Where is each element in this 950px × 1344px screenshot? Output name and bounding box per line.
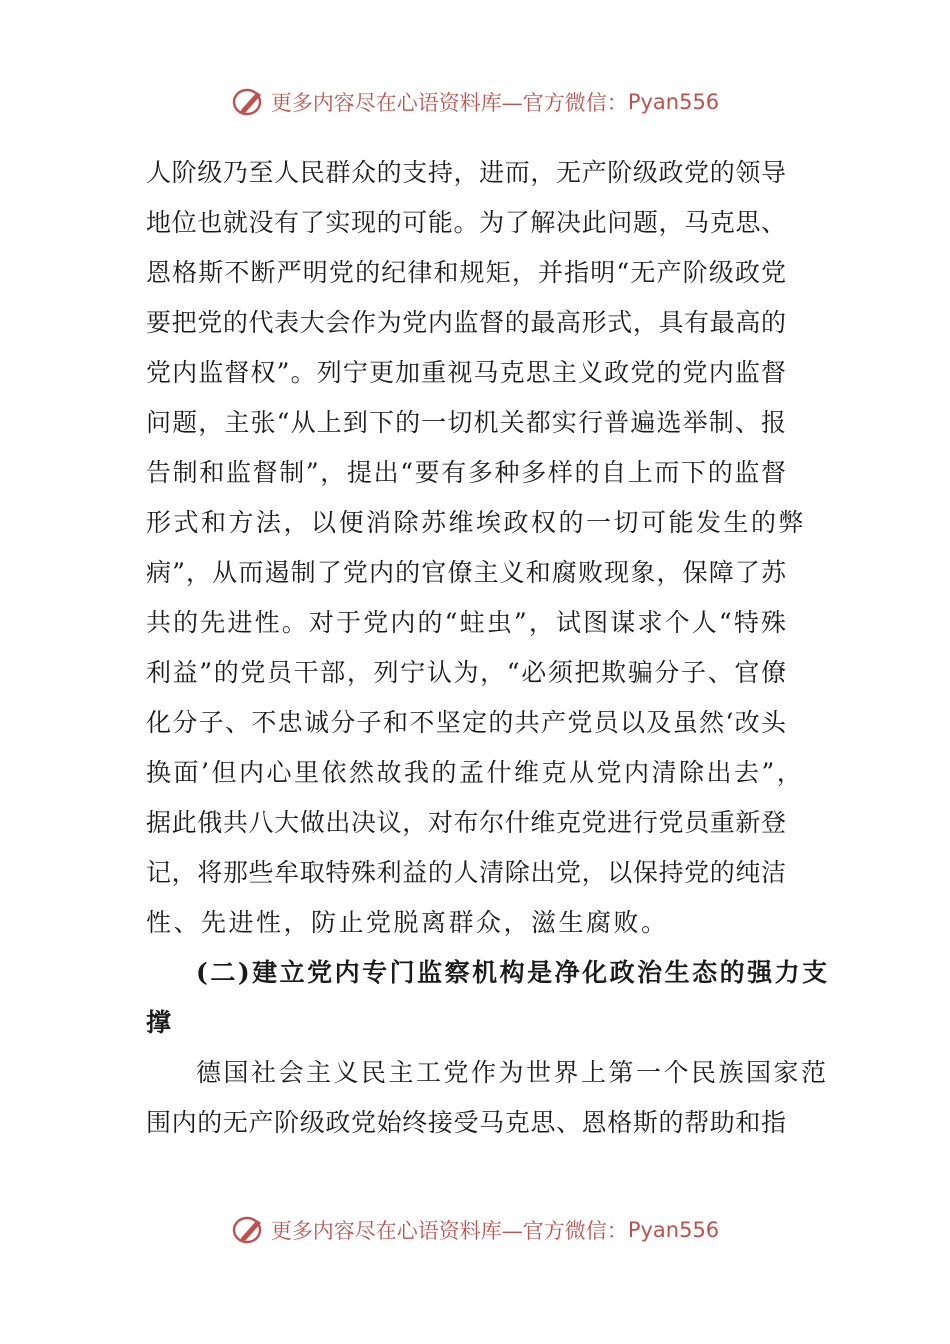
body-line: 病”，从而遏制了党内的官僚主义和腐败现象，保障了苏 xyxy=(146,558,786,587)
body-line: 利益”的党员干部，列宁认为，“必须把欺骗分子、官僚 xyxy=(146,658,786,687)
body-line: 人阶级乃至人民群众的支持，进而，无产阶级政党的领导 xyxy=(146,158,786,187)
paragraph-line: 围内的无产阶级政党始终接受马克思、恩格斯的帮助和指 xyxy=(146,1108,786,1137)
footer-watermark-banner xyxy=(0,1210,950,1250)
pen-nib-logo-icon xyxy=(231,1212,267,1248)
section-heading-continued: 撑 xyxy=(146,1008,174,1037)
body-line: 形式和方法，以便消除苏维埃政权的一切可能发生的弊 xyxy=(146,508,807,537)
body-line: 换面’但内心里依然故我的孟什维克从党内清除出去”， xyxy=(146,758,805,787)
body-line: 性、先进性，防止党脱离群众，滋生腐败。 xyxy=(146,908,669,937)
body-line: 据此俄共八大做出决议，对布尔什维克党进行党员重新登 xyxy=(146,808,786,837)
wechat-id: Pyan556 xyxy=(627,1218,720,1242)
body-line: 告制和监督制”，提出“要有多种多样的自上而下的监督 xyxy=(146,458,786,487)
document-body xyxy=(146,148,830,1148)
paragraph-line: 德国社会主义民主工党作为世界上第一个民族国家范 xyxy=(196,1058,829,1087)
body-line: 恩格斯不断严明党的纪律和规矩，并指明“无产阶级政党 xyxy=(146,258,786,287)
banner-text: 更多内容尽在心语资料库—官方微信： xyxy=(270,1219,628,1243)
body-line: 党内监督权”。列宁更加重视马克思主义政党的党内监督 xyxy=(146,358,786,387)
body-line: 要把党的代表大会作为党内监督的最高形式，具有最高的 xyxy=(146,308,786,337)
banner-text: 更多内容尽在心语资料库—官方微信： xyxy=(270,91,628,115)
body-line: 共的先进性。对于党内的“蛀虫”，试图谋求个人“特殊 xyxy=(146,608,786,637)
pen-nib-logo-icon xyxy=(231,84,267,120)
wechat-id: Pyan556 xyxy=(627,90,720,114)
body-line: 化分子、不忠诚分子和不坚定的共产党员以及虽然‘改头 xyxy=(146,708,786,737)
section-heading: (二)建立党内专门监察机构是净化政治生态的强力支 xyxy=(196,958,830,987)
body-line: 地位也就没有了实现的可能。为了解决此问题，马克思、 xyxy=(146,208,786,237)
body-line: 问题，主张“从上到下的一切机关都实行普遍选举制、报 xyxy=(146,408,786,437)
header-watermark-banner xyxy=(0,82,950,122)
body-line: 记，将那些牟取特殊利益的人清除出党，以保持党的纯洁 xyxy=(146,858,786,887)
